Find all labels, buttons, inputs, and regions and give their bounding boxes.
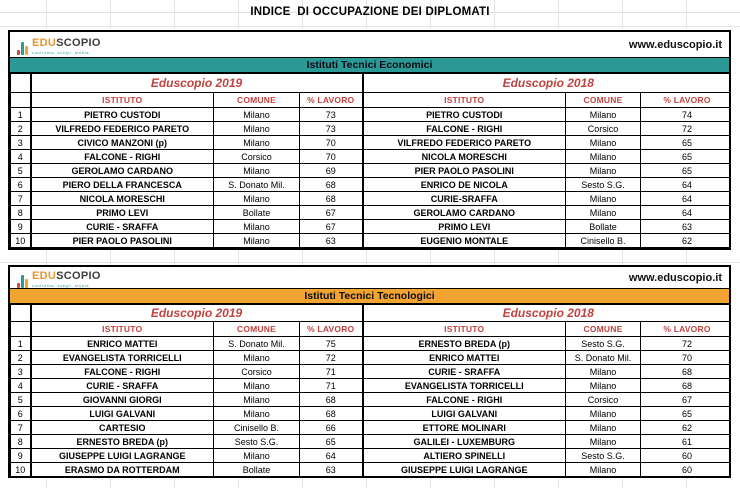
lavoro-cell-2019: 73 [300, 108, 363, 122]
istituto-cell-2019: PRIMO LEVI [31, 206, 214, 220]
lavoro-cell-2019: 72 [300, 351, 363, 365]
istituto-cell-2018: CURIE-SRAFFA [363, 192, 566, 206]
comune-cell-2019: Milano [214, 164, 300, 178]
brand-edu: EDU [32, 37, 57, 49]
lavoro-cell-2018: 64 [641, 192, 732, 206]
table-row [11, 164, 732, 178]
comune-cell-2019: S. Donato Mil. [214, 337, 300, 351]
comune-cell-2018: Milano [566, 108, 641, 122]
istituto-cell-2018: FALCONE - RIGHI [363, 122, 566, 136]
table-row [11, 206, 732, 220]
comune-cell-2018: Corsico [566, 393, 641, 407]
lavoro-cell-2019: 63 [300, 463, 363, 477]
comune-cell-2019: Milano [214, 122, 300, 136]
table-row [11, 407, 732, 421]
rank-cell: 2 [11, 351, 31, 365]
year-2018-header: Eduscopio 2018 [363, 305, 732, 322]
istituto-cell-2018: ENRICO DE NICOLA [363, 178, 566, 192]
comune-cell-2018: Sesto S.G. [566, 449, 641, 463]
comune-cell-2018: Milano [566, 435, 641, 449]
istituto-cell-2019: FALCONE - RIGHI [31, 365, 214, 379]
lavoro-cell-2019: 68 [300, 393, 363, 407]
comune-cell-2018: Sesto S.G. [566, 178, 641, 192]
rank-cell: 10 [11, 234, 31, 248]
istituto-cell-2018: GIUSEPPE LUIGI LAGRANGE [363, 463, 566, 477]
comune-cell-2018: Milano [566, 192, 641, 206]
istituto-cell-2019: CURIE - SRAFFA [31, 379, 214, 393]
table-row [11, 136, 732, 150]
istituto-cell-2018: PIETRO CUSTODI [363, 108, 566, 122]
lavoro-cell-2019: 70 [300, 150, 363, 164]
table-row [11, 449, 732, 463]
col-istituto-2019: ISTITUTO [31, 93, 214, 108]
lavoro-cell-2018: 65 [641, 150, 732, 164]
istituto-cell-2018: NICOLA MORESCHI [363, 150, 566, 164]
eduscopio-logo-icon [17, 41, 28, 55]
comune-cell-2018: Milano [566, 365, 641, 379]
col-istituto-2018: ISTITUTO [363, 322, 566, 337]
comune-cell-2018: Milano [566, 150, 641, 164]
istituto-cell-2018: EUGENIO MONTALE [363, 234, 566, 248]
brand-tagline: confronta, scegli, studia [32, 50, 90, 55]
comune-cell-2019: Milano [214, 136, 300, 150]
lavoro-cell-2018: 67 [641, 393, 732, 407]
comune-cell-2019: Bollate [214, 206, 300, 220]
table-row [11, 351, 732, 365]
lavoro-cell-2018: 64 [641, 206, 732, 220]
comune-cell-2018: Milano [566, 164, 641, 178]
comune-cell-2018: Milano [566, 463, 641, 477]
lavoro-cell-2018: 72 [641, 122, 732, 136]
istituto-cell-2019: PIETRO CUSTODI [31, 108, 214, 122]
rank-header-cell [11, 305, 31, 322]
lavoro-cell-2019: 71 [300, 379, 363, 393]
comune-cell-2018: Bollate [566, 220, 641, 234]
comune-cell-2019: Milano [214, 108, 300, 122]
comune-cell-2019: Corsico [214, 150, 300, 164]
istituto-cell-2019: LUIGI GALVANI [31, 407, 214, 421]
column-header-row [11, 322, 732, 337]
col-istituto-2019: ISTITUTO [31, 322, 214, 337]
istituto-cell-2019: GIOVANNI GIORGI [31, 393, 214, 407]
istituto-cell-2019: CARTESIO [31, 421, 214, 435]
lavoro-cell-2019: 67 [300, 206, 363, 220]
brand-scopio: SCOPIO [56, 270, 101, 282]
gridline-strip-bottom [0, 478, 740, 488]
section-band-title: Istituti Tecnici Tecnologici [10, 289, 729, 304]
col-lavoro-2018: % LAVORO [641, 93, 732, 108]
lavoro-cell-2019: 69 [300, 164, 363, 178]
table-row [11, 365, 732, 379]
year-2019-header: Eduscopio 2019 [31, 305, 363, 322]
comune-cell-2019: Cinisello B. [214, 421, 300, 435]
istituto-cell-2019: PIER PAOLO PASOLINI [31, 234, 214, 248]
comune-cell-2019: Sesto S.G. [214, 435, 300, 449]
istituto-cell-2019: FALCONE - RIGHI [31, 150, 214, 164]
rank-cell: 10 [11, 463, 31, 477]
rank-cell: 8 [11, 206, 31, 220]
istituto-cell-2019: ERNESTO BREDA (p) [31, 435, 214, 449]
comune-cell-2019: Milano [214, 449, 300, 463]
table-row [11, 379, 732, 393]
rank-cell: 7 [11, 192, 31, 206]
lavoro-cell-2018: 72 [641, 337, 732, 351]
comune-cell-2019: Milano [214, 192, 300, 206]
rank-cell: 5 [11, 393, 31, 407]
year-2019-header: Eduscopio 2019 [31, 74, 363, 93]
istituto-cell-2018: VILFREDO FEDERICO PARETO [363, 136, 566, 150]
lavoro-cell-2018: 62 [641, 234, 732, 248]
section-istituti-tecnici-economici [8, 30, 731, 250]
table-row [11, 435, 732, 449]
col-lavoro-2018: % LAVORO [641, 322, 732, 337]
istituto-cell-2018: LUIGI GALVANI [363, 407, 566, 421]
table-row [11, 178, 732, 192]
istituto-cell-2019: ERASMO DA ROTTERDAM [31, 463, 214, 477]
lavoro-cell-2018: 74 [641, 108, 732, 122]
eduscopio-logo [17, 34, 101, 55]
lavoro-cell-2019: 68 [300, 192, 363, 206]
table-row [11, 108, 732, 122]
istituto-cell-2019: CURIE - SRAFFA [31, 220, 214, 234]
lavoro-cell-2019: 67 [300, 220, 363, 234]
site-url-link[interactable]: www.eduscopio.it [628, 38, 722, 51]
lavoro-cell-2019: 70 [300, 136, 363, 150]
gridline-strip-middle [0, 250, 740, 265]
rank-cell: 9 [11, 449, 31, 463]
lavoro-cell-2018: 60 [641, 463, 732, 477]
istituto-cell-2019: NICOLA MORESCHI [31, 192, 214, 206]
istituto-cell-2019: GIUSEPPE LUIGI LAGRANGE [31, 449, 214, 463]
brand-edu: EDU [32, 270, 57, 282]
lavoro-cell-2018: 65 [641, 407, 732, 421]
eduscopio-logo [17, 267, 101, 288]
table-row [11, 463, 732, 477]
comune-cell-2019: Milano [214, 393, 300, 407]
col-comune-2019: COMUNE [214, 93, 300, 108]
rank-cell: 6 [11, 407, 31, 421]
lavoro-cell-2018: 70 [641, 351, 732, 365]
lavoro-cell-2019: 66 [300, 421, 363, 435]
col-lavoro-2019: % LAVORO [300, 322, 363, 337]
comune-cell-2019: Corsico [214, 365, 300, 379]
comune-cell-2018: Corsico [566, 122, 641, 136]
lavoro-cell-2018: 61 [641, 435, 732, 449]
col-comune-2018: COMUNE [566, 93, 641, 108]
istituto-cell-2019: PIERO DELLA FRANCESCA [31, 178, 214, 192]
eduscopio-logo-text [32, 34, 101, 55]
table-row [11, 220, 732, 234]
year-2018-header: Eduscopio 2018 [363, 74, 732, 93]
col-istituto-2018: ISTITUTO [363, 93, 566, 108]
col-comune-2018: COMUNE [566, 322, 641, 337]
section-istituti-tecnici-tecnologici [8, 265, 731, 478]
col-comune-2019: COMUNE [214, 322, 300, 337]
rank-cell: 2 [11, 122, 31, 136]
rank-cell: 6 [11, 178, 31, 192]
istituto-cell-2018: EVANGELISTA TORRICELLI [363, 379, 566, 393]
comune-cell-2018: Cinisello B. [566, 234, 641, 248]
rank-cell: 4 [11, 150, 31, 164]
comune-cell-2019: Bollate [214, 463, 300, 477]
eduscopio-logo-text [32, 267, 101, 288]
lavoro-cell-2018: 63 [641, 220, 732, 234]
lavoro-cell-2019: 63 [300, 234, 363, 248]
comune-cell-2019: Milano [214, 234, 300, 248]
site-url-link[interactable]: www.eduscopio.it [628, 271, 722, 284]
istituto-cell-2018: FALCONE - RIGHI [363, 393, 566, 407]
lavoro-cell-2018: 65 [641, 136, 732, 150]
istituto-cell-2019: EVANGELISTA TORRICELLI [31, 351, 214, 365]
rank-cell: 8 [11, 435, 31, 449]
lavoro-cell-2019: 75 [300, 337, 363, 351]
economici-table [10, 73, 731, 248]
eduscopio-logo-icon [17, 274, 28, 288]
brand-tagline: confronta, scegli, studia [32, 283, 90, 288]
brand-row [10, 267, 729, 289]
istituto-cell-2018: GEROLAMO CARDANO [363, 206, 566, 220]
istituto-cell-2018: PIER PAOLO PASOLINI [363, 164, 566, 178]
comune-cell-2018: S. Donato Mil. [566, 351, 641, 365]
comune-cell-2018: Milano [566, 421, 641, 435]
comune-cell-2019: Milano [214, 379, 300, 393]
lavoro-cell-2018: 64 [641, 178, 732, 192]
comune-cell-2018: Milano [566, 407, 641, 421]
comune-cell-2019: Milano [214, 220, 300, 234]
rank-cell: 1 [11, 108, 31, 122]
col-lavoro-2019: % LAVORO [300, 93, 363, 108]
table-row [11, 234, 732, 248]
rank-cell: 4 [11, 379, 31, 393]
rank-cell: 7 [11, 421, 31, 435]
table-row [11, 393, 732, 407]
istituto-cell-2018: ETTORE MOLINARI [363, 421, 566, 435]
rank-header-cell [11, 322, 31, 337]
lavoro-cell-2019: 68 [300, 407, 363, 421]
rank-cell: 9 [11, 220, 31, 234]
table-row [11, 192, 732, 206]
comune-cell-2019: Milano [214, 407, 300, 421]
lavoro-cell-2018: 65 [641, 164, 732, 178]
istituto-cell-2018: CURIE - SRAFFA [363, 365, 566, 379]
column-header-row [11, 93, 732, 108]
istituto-cell-2018: GALILEI - LUXEMBURG [363, 435, 566, 449]
istituto-cell-2019: ENRICO MATTEI [31, 337, 214, 351]
table-row [11, 337, 732, 351]
lavoro-cell-2019: 71 [300, 365, 363, 379]
rank-header-cell [11, 74, 31, 93]
rank-cell: 3 [11, 136, 31, 150]
tecnologici-table [10, 304, 731, 477]
istituto-cell-2018: PRIMO LEVI [363, 220, 566, 234]
page-title: INDICE DI OCCUPAZIONE DEI DIPLOMATI [250, 6, 490, 18]
istituto-cell-2018: ENRICO MATTEI [363, 351, 566, 365]
lavoro-cell-2019: 73 [300, 122, 363, 136]
lavoro-cell-2019: 68 [300, 178, 363, 192]
comune-cell-2019: S. Donato Mil. [214, 178, 300, 192]
rank-cell: 3 [11, 365, 31, 379]
lavoro-cell-2018: 68 [641, 379, 732, 393]
comune-cell-2018: Sesto S.G. [566, 337, 641, 351]
lavoro-cell-2019: 64 [300, 449, 363, 463]
istituto-cell-2018: ALTIERO SPINELLI [363, 449, 566, 463]
table-row [11, 150, 732, 164]
comune-cell-2018: Milano [566, 379, 641, 393]
brand-row [10, 32, 729, 58]
year-header-row [11, 305, 732, 322]
rank-cell: 1 [11, 337, 31, 351]
lavoro-cell-2019: 65 [300, 435, 363, 449]
istituto-cell-2019: VILFREDO FEDERICO PARETO [31, 122, 214, 136]
brand-scopio: SCOPIO [56, 37, 101, 49]
rank-header-cell [11, 93, 31, 108]
lavoro-cell-2018: 62 [641, 421, 732, 435]
istituto-cell-2019: CIVICO MANZONI (p) [31, 136, 214, 150]
istituto-cell-2019: GEROLAMO CARDANO [31, 164, 214, 178]
table-row [11, 122, 732, 136]
comune-cell-2019: Milano [214, 351, 300, 365]
comune-cell-2018: Milano [566, 206, 641, 220]
year-header-row [11, 74, 732, 93]
comune-cell-2018: Milano [566, 136, 641, 150]
table-row [11, 421, 732, 435]
istituto-cell-2018: ERNESTO BREDA (p) [363, 337, 566, 351]
rank-cell: 5 [11, 164, 31, 178]
section-band-title: Istituti Tecnici Economici [10, 58, 729, 73]
lavoro-cell-2018: 68 [641, 365, 732, 379]
lavoro-cell-2018: 60 [641, 449, 732, 463]
